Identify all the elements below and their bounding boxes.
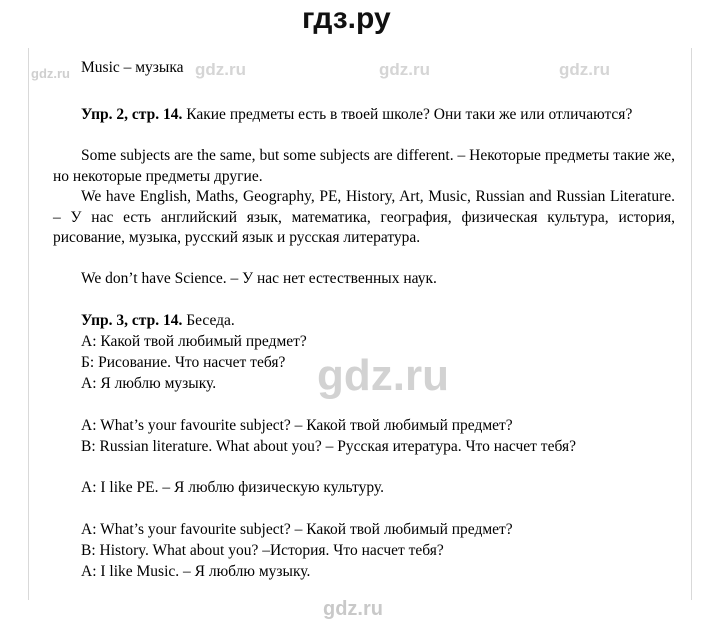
exercise-2-line-1: Some subjects are the same, but some subjects are different. – Некоторые предметы такие же, но некоторые предметы другие. (53, 147, 675, 185)
exercise-3-label: Упр. 3, стр. 14. (81, 312, 183, 329)
site-logo-bottom: gdz.ru (323, 598, 383, 620)
watermark-mid-center: gdz.ru (379, 60, 430, 79)
exercise-3-task-text: Беседа. (186, 312, 235, 329)
document-body (28, 48, 692, 600)
document-inner (29, 48, 691, 600)
exercise-2-label: Упр. 2, стр. 14. (81, 106, 183, 123)
exercise-2-task (53, 105, 675, 126)
exercise-3-dialog1-line-1: А: Какой твой любимый предмет? (81, 333, 307, 350)
exercise-2-line-2: We have English, Maths, Geography, PE, History, Art, Music, Russian and Russian Literature. – У нас есть английский язык, математика, география, физическая культура, история, рисование, музыка, русский язык и русская литература. (53, 188, 675, 246)
exercise-3-dialog1-line-3: А: Я люблю музыку. (81, 375, 217, 392)
exercise-3-dialog3-line-1: A: What’s your favourite subject? – Какой твой любимый предмет? (81, 521, 513, 538)
exercise-2-task-text: Какие предметы есть в твоей школе? Они таки же или отличаются? (186, 106, 633, 123)
watermark-center-big: gdz.ru (317, 351, 449, 400)
exercise-3-dialog1-line-2: Б: Рисование. Что насчет тебя? (81, 354, 286, 371)
exercise-2-line-3: We don’t have Science. – У нас нет естественных наук. (81, 270, 437, 287)
watermark-mid-right: gdz.ru (559, 60, 610, 79)
section-heading: Music – музыка (81, 59, 184, 76)
exercise-3-dialog3-line-2: B: History. What about you? –История. Что насчет тебя? (81, 542, 444, 559)
watermark-left-small: gdz.ru (31, 66, 70, 81)
exercise-3-task (53, 311, 675, 332)
exercise-3-dialog3-line-3: A: I like Music. – Я люблю музыку. (81, 563, 311, 580)
exercise-3-dialog2-line-3: A: I like PE. – Я люблю физическую культуру. (81, 479, 384, 496)
exercise-3-dialog2-line-2: B: Russian literature. What about you? – Русская итература. Что насчет тебя? (81, 438, 576, 455)
site-logo-top: гдз.ру (302, 2, 391, 35)
watermark-mid-left: gdz.ru (195, 60, 246, 79)
exercise-3-dialog2-line-1: A: What’s your favourite subject? – Какой твой любимый предмет? (81, 417, 513, 434)
